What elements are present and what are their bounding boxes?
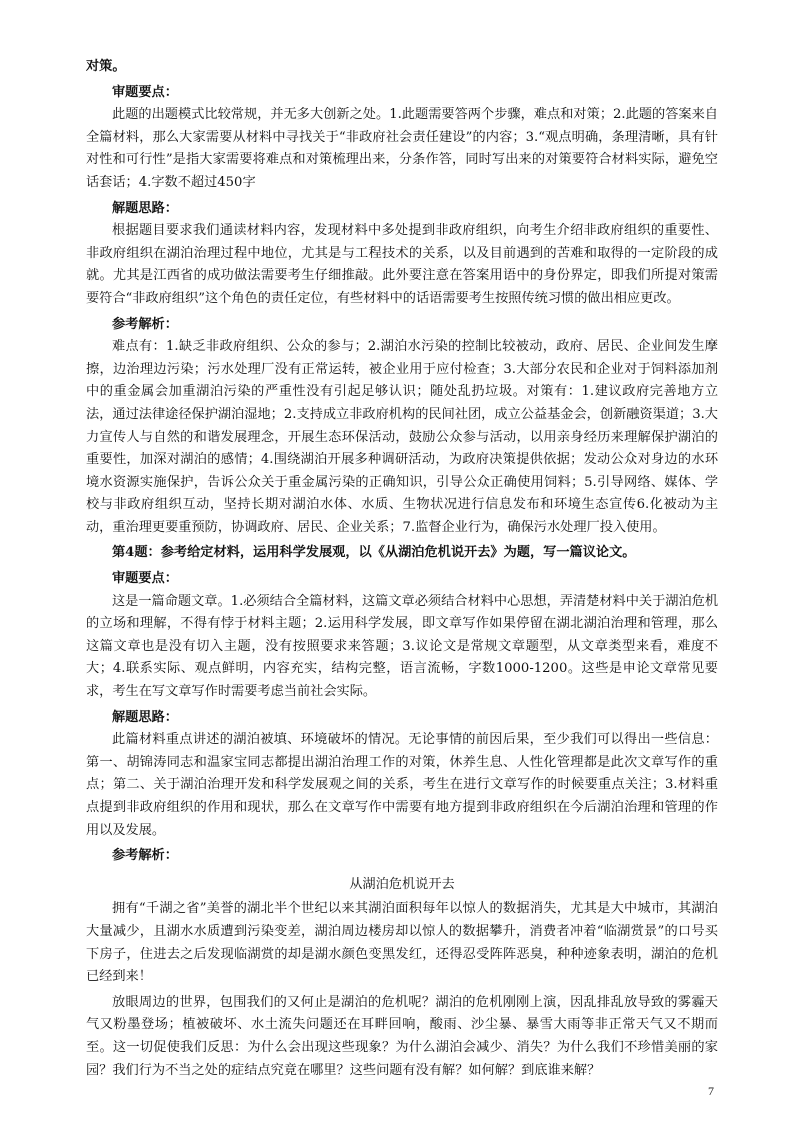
heading-jieti-2: 解题思路：: [112, 709, 178, 725]
paragraph-shenti-1: 此题的出题模式比较常规，并无多大创新之处。1.此题需要答两个步骤，难点和对策；2.此题的答案来自全篇材料，那么大家需要从材料中寻找关于“非政府社会责任建设”的内容；3.“观点明确，条理清晰，具有针对性和可行性”是指大家需要将难点和对策梳理出来，分条作答，同时写出来的对策要符合材料实际，避免空话套话；4.字数不超过450字: [86, 107, 718, 190]
essay-paragraph-1: 拥有“千湖之省”美誉的湖北半个世纪以来其湖泊面积每年以惊人的数据消失，尤其是大中城市，其湖泊大量减少，且湖水水质遭到污染变差，湖泊周边楼房却以惊人的数据攀升，消费者冲着“临湖赏景”的口号买下房子，住进去之后发现临湖赏的却是湖水颜色变黑发红，还得忍受阵阵恶臭，种种迹象表明，湖泊的危机已经到来！: [86, 901, 718, 985]
page-number: 7: [708, 1084, 714, 1098]
heading-jieti-1: 解题思路：: [112, 200, 178, 216]
heading-cankao-2: 参考解析：: [112, 848, 178, 864]
document-body: [86, 56, 718, 1082]
heading-cankao-1: 参考解析：: [112, 316, 178, 332]
essay-title: 从湖泊危机说开去: [349, 876, 455, 892]
question-4-heading: 第4题：参考给定材料，运用科学发展观，以《从湖泊危机说开去》为题，写一篇议论文。: [112, 545, 636, 561]
paragraph-cankao-1: 难点有：1.缺乏非政府组织、公众的参与；2.湖泊水污染的控制比较被动，政府、居民、企业间发生摩擦，边治理边污染；污水处理厂没有正常运转，被企业用于应付检查；3.大部分农民和企业对于饲料添加剂中的重金属会加重湖泊污染的严重性没有引起足够认识；随处乱扔垃圾。对策有：1.建议政府完善地方立法，通过法律途径保护湖泊湿地；2.支持成立非政府机构的民间社团，成立公益基金会，创新融资渠道；3.大力宣传人与自然的和谐发展理念，开展生态环保活动，鼓励公众参与活动，以用亲身经历来理解保护湖泊的重要性，加深对湖泊的感情；4.围绕湖泊开展多种调研活动，为政府决策提供依据；发动公众对身边的水环境水资源实施保护，告诉公众关于重金属污染的正确知识，引导公众正确使用饲料；5.引导网络、媒体、学校与非政府组织互动，坚持长期对湖泊水体、水质、生物状况进行信息发布和环境生态宣传6.化被动为主动，重治理更要重预防，协调政府、居民、企业关系；7.监督企业行为，确保污水处理厂投入使用。: [86, 339, 718, 535]
paragraph-jieti-2: 此篇材料重点讲述的湖泊被填、环境破坏的情况。无论事情的前因后果，至少我们可以得出一些信息：第一、胡锦涛同志和温家宝同志都提出湖泊治理工作的对策，休养生息、人性化管理都是此次文章写作的重点；第二、关于湖泊治理开发和科学发展观之间的关系，考生在进行文章写作的时候要重点关注；3.材料重点提到非政府组织的作用和现状，那么在文章写作中需要有地方提到非政府组织在今后湖泊治理和管理的作用以及发展。: [86, 732, 718, 838]
paragraph-shenti-2: 这是一篇命题文章。1.必须结合全篇材料，这篇文章必须结合材料中心思想，弄清楚材料中关于湖泊危机的立场和理解，不得有悖于材料主题；2.运用科学发展，即文章写作如果停留在湖北湖泊治理和管理，那么这篇文章也是没有切入主题，没有按照要求来答题；3.议论文是常规文章题型，从文章类型来看，难度不大；4.联系实际、观点鲜明，内容充实，结构完整，语言流畅，字数1000-1200。这些是申论文章常见要求，考生在写文章写作时需要考虑当前社会实际。: [86, 593, 719, 700]
paragraph-duice: 对策。: [86, 59, 126, 74]
heading-shenti-2: 审题要点：: [112, 571, 178, 587]
heading-shenti-1: 审题要点：: [112, 84, 178, 100]
paragraph-jieti-1: 根据题目要求我们通读材料内容，发现材料中多处提到非政府组织，向考生介绍非政府组织的重要性、非政府组织在湖泊治理过程中地位，尤其是与工程技术的关系，以及目前遇到的苦难和取得的一定阶段的成就。尤其是江西省的成功做法需要考生仔细推敲。此外要注意在答案用语中的身份界定，即我们所提对策需要符合“非政府组织”这个角色的责任定位，有些材料中的话语需要考生按照传统习惯的做出相应更改。: [86, 223, 718, 306]
essay-paragraph-2: 放眼周边的世界，包围我们的又何止是湖泊的危机呢？湖泊的危机刚刚上演，因乱排乱放导致的雾霾天气又粉墨登场；植被破坏、水土流失问题还在耳畔回响，酸雨、沙尘暴、暴雪大雨等非正常天气又不期而至。这一切促使我们反思：为什么会出现这些现象？为什么湖泊会减少、消失？为什么我们不珍惜美丽的家园？我们行为不当之处的症结点究竟在哪里？这些问题有没有解？如何解？到底谁来解？: [86, 994, 718, 1078]
